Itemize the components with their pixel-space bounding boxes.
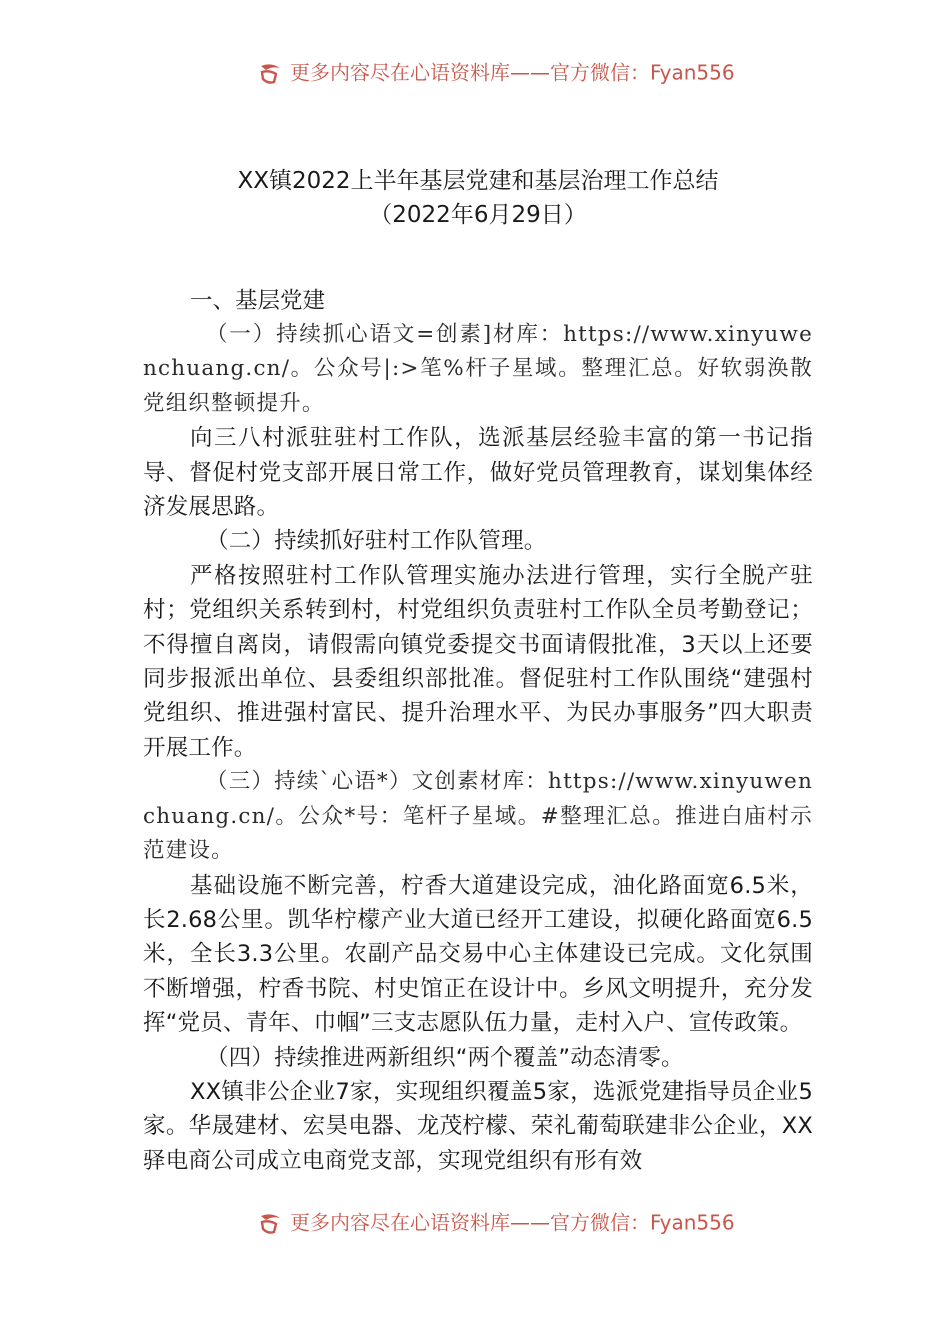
item3-heading: （三）持续`心语*）文创素材库：https://www.xinyuwenchuang.cn/。公众*号：笔杆子星域。#整理汇总。推进白庙村示范建设。 — [143, 769, 813, 864]
watermark-text: 更多内容尽在心语资料库——官方微信：Fyan556 — [290, 1210, 735, 1234]
document-date: （2022年6月29日） — [369, 202, 587, 228]
item2-heading: （二）持续抓好驻村工作队管理。 — [206, 528, 547, 555]
item4-body: XX镇非公企业7家，实现组织覆盖5家，选派党建指导员企业5家。华晟建材、宏昊电器、龙茂柠檬、荣礼葡萄联建非公企业，XX驿电商公司成立电商党支部，实现党组织有形有效 — [143, 1078, 813, 1174]
watermark-text: 更多内容尽在心语资料库——官方微信：Fyan556 — [290, 60, 735, 84]
item1-body: 向三八村派驻驻村工作队，选派基层经验丰富的第一书记指导、督促村党支部开展日常工作，做好党员管理教育，谋划集体经济发展思路。 — [143, 425, 813, 521]
document-title: XX镇2022上半年基层党建和基层治理工作总结 — [237, 168, 719, 194]
brand-logo-icon — [258, 1212, 284, 1234]
document-page — [143, 164, 813, 1178]
brand-logo-icon — [258, 62, 284, 84]
section-heading-party-building: 一、基层党建 — [190, 288, 326, 314]
watermark-footer — [258, 1208, 738, 1234]
item4-heading: （四）持续推进两新组织“两个覆盖”动态清零。 — [206, 1044, 684, 1071]
item3-body: 基础设施不断完善，柠香大道建设完成，油化路面宽6.5米，长2.68公里。凯华柠檬产业大道已经开工建设，拟硬化路面宽6.5米，全长3.3公里。农副产品交易中心主体建设已完成。文化氛围不断增强，柠香书院、村史馆正在设计中。乡风文明提升，充分发挥“党员、青年、巾帼”三支志愿队伍力量，走村入户、宣传政策。 — [143, 872, 813, 1037]
item1-heading: （一）持续抓心语文=创素]材库：https://www.xinyuwenchuang.cn/。公众号|:>笔%杆子星域。整理汇总。好软弱涣散党组织整顿提升。 — [143, 322, 813, 416]
item2-body: 严格按照驻村工作队管理实施办法进行管理，实行全脱产驻村；党组织关系转到村，村党组织负责驻村工作队全员考勤登记；不得擅自离岗，请假需向镇党委提交书面请假批准，3天以上还要同步报派出单位、县委组织部批准。督促驻村工作队围绕“建强村党组织、推进强村富民、提升治理水平、为民办事服务”四大职责开展工作。 — [143, 562, 813, 761]
watermark-header — [258, 58, 738, 84]
